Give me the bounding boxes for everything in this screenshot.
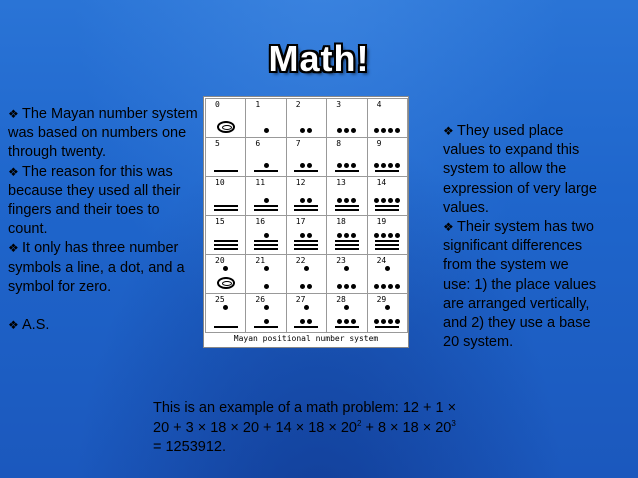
dot-symbol (300, 163, 305, 168)
dot-row (374, 284, 400, 289)
units-place (327, 198, 366, 211)
shell-zero-icon (217, 277, 235, 289)
bar-symbol (254, 248, 278, 250)
dot-symbol (351, 163, 356, 168)
dot-symbol (388, 198, 393, 203)
numeral-value: 9 (376, 139, 382, 148)
twenties-place (287, 266, 326, 271)
dot-symbol (381, 233, 386, 238)
units-place (287, 163, 326, 172)
mayan-numeral-cell (206, 177, 246, 216)
dot-symbol (388, 128, 393, 133)
dot-symbol (307, 284, 312, 289)
right-bullet: ❖ Their system has two significant differences from the system we use: 1) the place values are arranged vertically, and 2) they use a base 20 system. (443, 219, 597, 351)
dot-symbol (374, 284, 379, 289)
mayan-numeral-cell (327, 216, 367, 255)
numeral-value: 22 (295, 256, 306, 265)
mayan-numeral-cell (327, 255, 367, 294)
dot-symbol (264, 305, 269, 310)
dot-row (300, 128, 312, 133)
dot-symbol (337, 198, 342, 203)
numeral-value: 7 (295, 139, 301, 148)
dot-symbol (337, 319, 342, 324)
dot-symbol (351, 128, 356, 133)
dot-symbol (344, 163, 349, 168)
dot-symbol (385, 266, 390, 271)
dot-symbol (344, 266, 349, 271)
left-text-column (8, 105, 198, 335)
dot-row (337, 128, 356, 133)
dot-symbol (300, 128, 305, 133)
dot-symbol (304, 266, 309, 271)
dot-symbol (381, 163, 386, 168)
twenties-place (206, 266, 245, 271)
dot-symbol (388, 163, 393, 168)
dot-symbol (395, 128, 400, 133)
dot-symbol (351, 319, 356, 324)
dot-symbol (300, 319, 305, 324)
bar-symbol (375, 244, 399, 246)
bar-symbol (335, 248, 359, 250)
twenties-place (368, 266, 407, 271)
dot-row (374, 128, 400, 133)
units-place (246, 284, 285, 289)
numeral-value: 1 (255, 100, 261, 109)
dot-symbol (344, 128, 349, 133)
table-caption: Mayan positional number system (233, 334, 379, 343)
dot-symbol (388, 284, 393, 289)
dot-symbol (351, 233, 356, 238)
dot-symbol (300, 284, 305, 289)
dot-symbol (264, 128, 269, 133)
dot-row (264, 284, 269, 289)
right-bullet: ❖ They used place values to expand this system to allow the expression of very large values. (443, 123, 597, 216)
dot-symbol (351, 198, 356, 203)
dot-symbol (223, 305, 228, 310)
dot-symbol (300, 233, 305, 238)
dot-symbol (264, 266, 269, 271)
dot-symbol (395, 198, 400, 203)
numeral-value: 26 (255, 295, 266, 304)
units-place (368, 163, 407, 172)
numeral-value: 10 (215, 178, 225, 187)
mayan-numeral-cell (327, 138, 367, 177)
bar-symbol (214, 205, 238, 207)
dot-symbol (337, 284, 342, 289)
dot-symbol (388, 319, 393, 324)
dot-symbol (264, 198, 269, 203)
dot-symbol (374, 128, 379, 133)
units-place (246, 198, 285, 211)
bar-symbol (254, 170, 278, 172)
bar-symbol (294, 170, 318, 172)
twenties-place (287, 305, 326, 310)
bar-symbol (375, 248, 399, 250)
mayan-numeral-cell (368, 294, 408, 333)
bar-symbol (254, 205, 278, 207)
mayan-numeral-cell (327, 294, 367, 333)
bar-symbol (335, 209, 359, 211)
dot-symbol (264, 233, 269, 238)
left-bullet: ❖ The Mayan number system was based on numbers one through twenty. (8, 106, 198, 161)
dot-row (337, 233, 356, 238)
mayan-numeral-cell (327, 177, 367, 216)
dot-symbol (344, 198, 349, 203)
bar-symbol (214, 248, 238, 250)
bar-symbol (294, 205, 318, 207)
mayan-numeral-cell (206, 294, 246, 333)
numeral-value: 13 (336, 178, 346, 187)
bar-symbol (335, 240, 359, 242)
dot-symbol (344, 319, 349, 324)
dot-symbol (374, 198, 379, 203)
bar-symbol (294, 209, 318, 211)
bar-symbol (375, 326, 399, 328)
mayan-numeral-cell (327, 99, 367, 138)
units-place (206, 170, 245, 172)
dot-symbol (307, 163, 312, 168)
mayan-numeral-cell (246, 177, 286, 216)
slide-title: Math! (268, 38, 370, 79)
dot-symbol (381, 198, 386, 203)
bar-symbol (294, 248, 318, 250)
units-place (246, 163, 285, 172)
mayan-numeral-cell (368, 138, 408, 177)
mayan-numeral-cell (368, 255, 408, 294)
units-place (327, 319, 366, 328)
dot-symbol (395, 233, 400, 238)
bar-symbol (335, 170, 359, 172)
dot-symbol (300, 198, 305, 203)
numeral-value: 19 (376, 217, 387, 226)
dot-row (374, 319, 400, 324)
bar-symbol (214, 240, 238, 242)
numeral-value: 3 (336, 100, 342, 109)
units-place (287, 233, 326, 250)
dot-symbol (337, 163, 342, 168)
bar-symbol (335, 205, 359, 207)
units-place (287, 198, 326, 211)
units-place (206, 205, 245, 211)
bar-symbol (375, 240, 399, 242)
bar-symbol (294, 326, 318, 328)
dot-row (337, 284, 356, 289)
units-place (327, 284, 366, 289)
dot-symbol (374, 233, 379, 238)
dot-row (264, 128, 269, 133)
numeral-value: 17 (295, 217, 306, 226)
dot-symbol (307, 198, 312, 203)
dot-symbol (264, 319, 269, 324)
dot-row (374, 163, 400, 168)
diamond-bullet-icon: ❖ (8, 164, 19, 179)
units-place (246, 319, 285, 328)
numeral-value: 2 (295, 100, 301, 109)
mayan-numeral-cell (206, 99, 246, 138)
dot-symbol (381, 284, 386, 289)
numeral-value: 27 (295, 295, 306, 304)
dot-symbol (344, 284, 349, 289)
mayan-number-grid (205, 98, 408, 333)
bar-symbol (335, 326, 359, 328)
numeral-value: 18 (336, 217, 346, 226)
numeral-value: 5 (215, 139, 220, 148)
dot-symbol (337, 233, 342, 238)
dot-row (300, 163, 312, 168)
bar-symbol (254, 240, 278, 242)
dot-symbol (374, 319, 379, 324)
units-place (327, 233, 366, 250)
dot-symbol (381, 319, 386, 324)
numeral-value: 11 (255, 178, 266, 187)
dot-symbol (264, 163, 269, 168)
dot-row (374, 233, 400, 238)
mayan-numeral-cell (246, 99, 286, 138)
diamond-bullet-icon: ❖ (8, 318, 19, 333)
numeral-value: 4 (376, 100, 382, 109)
example-math-problem: This is an example of a math problem: $12 + 1 \times 20 + 3 \times 18 \times 20 + 14 \times 18 \times 20^2 + 8 \times 18 \times 20^3 = 1253912$. (153, 400, 457, 455)
dot-symbol (344, 305, 349, 310)
dot-symbol (351, 284, 356, 289)
dot-symbol (344, 233, 349, 238)
numeral-value: 25 (215, 295, 225, 304)
diamond-bullet-icon: ❖ (443, 124, 454, 138)
dot-row (300, 233, 312, 238)
bar-symbol (375, 170, 399, 172)
mayan-numeral-cell (206, 216, 246, 255)
mayan-numeral-cell (287, 255, 327, 294)
units-place (368, 198, 407, 211)
numeral-value: 12 (295, 178, 306, 187)
twenties-place (327, 305, 366, 310)
dot-symbol (395, 319, 400, 324)
dot-symbol (374, 163, 379, 168)
dot-row (337, 319, 356, 324)
dot-symbol (388, 233, 393, 238)
dot-row (300, 319, 312, 324)
dot-row (264, 233, 269, 238)
numeral-value: 20 (215, 256, 225, 265)
dot-symbol (223, 266, 228, 271)
dot-row (300, 284, 312, 289)
left-bullet-author: ❖ A.S. (8, 316, 198, 335)
numeral-value: 15 (215, 217, 225, 226)
mayan-numeral-cell (246, 216, 286, 255)
units-place (368, 128, 407, 133)
mayan-numeral-cell (206, 138, 246, 177)
twenties-place (327, 266, 366, 271)
mayan-numeral-cell (368, 99, 408, 138)
units-place (206, 240, 245, 250)
mayan-numeral-cell (368, 177, 408, 216)
numeral-value: 8 (336, 139, 342, 148)
numeral-value: 0 (215, 100, 220, 109)
numeral-value: 29 (376, 295, 387, 304)
numeral-value: 6 (255, 139, 261, 148)
units-place (368, 233, 407, 250)
units-place (287, 128, 326, 133)
dot-symbol (304, 305, 309, 310)
bar-symbol (375, 209, 399, 211)
bar-symbol (214, 170, 238, 172)
dot-symbol (395, 163, 400, 168)
mayan-number-table (203, 96, 409, 348)
twenties-place (246, 305, 285, 310)
dot-symbol (337, 128, 342, 133)
dot-row (264, 319, 269, 324)
bar-symbol (254, 209, 278, 211)
mayan-numeral-cell (287, 138, 327, 177)
bar-symbol (214, 326, 238, 328)
numeral-value: 23 (336, 256, 346, 265)
numeral-value: 14 (376, 178, 387, 187)
right-text-column (443, 122, 598, 352)
units-place (327, 128, 366, 133)
mayan-numeral-cell (368, 216, 408, 255)
mayan-numeral-cell (206, 255, 246, 294)
units-place (246, 128, 285, 133)
units-place (368, 319, 407, 328)
mayan-numeral-cell (287, 216, 327, 255)
dot-symbol (381, 128, 386, 133)
bar-symbol (294, 240, 318, 242)
numeral-value: 21 (255, 256, 266, 265)
dot-row (300, 198, 312, 203)
units-place (287, 284, 326, 289)
twenties-place (246, 266, 285, 271)
mayan-numeral-cell (287, 294, 327, 333)
bar-symbol (375, 205, 399, 207)
twenties-place (206, 305, 245, 310)
dot-row (337, 198, 356, 203)
dot-symbol (385, 305, 390, 310)
dot-symbol (307, 233, 312, 238)
bar-symbol (254, 326, 278, 328)
mayan-numeral-cell (246, 138, 286, 177)
bar-symbol (335, 244, 359, 246)
units-place (368, 284, 407, 289)
bar-symbol (214, 244, 238, 246)
mayan-numeral-cell (287, 99, 327, 138)
shell-zero-icon (217, 121, 235, 133)
diamond-bullet-icon: ❖ (8, 241, 19, 256)
twenties-place (368, 305, 407, 310)
units-place (287, 319, 326, 328)
diamond-bullet-icon: ❖ (8, 107, 19, 121)
diamond-bullet-icon: ❖ (443, 220, 454, 235)
dot-symbol (307, 128, 312, 133)
dot-row (264, 163, 269, 168)
dot-symbol (307, 319, 312, 324)
mayan-numeral-cell (246, 255, 286, 294)
numeral-value: 24 (376, 256, 387, 265)
bar-symbol (214, 209, 238, 211)
dot-row (264, 198, 269, 203)
mayan-numeral-cell (246, 294, 286, 333)
bar-symbol (254, 244, 278, 246)
numeral-value: 28 (336, 295, 346, 304)
left-bullet: ❖ The reason for this was because they used all their fingers and their toes to count. (8, 163, 181, 238)
units-place (246, 233, 285, 250)
mayan-numeral-cell (287, 177, 327, 216)
bar-symbol (294, 244, 318, 246)
numeral-value: 16 (255, 217, 266, 226)
units-place (206, 277, 245, 289)
dot-row (337, 163, 356, 168)
dot-symbol (264, 284, 269, 289)
dot-symbol (395, 284, 400, 289)
left-bullet: ❖ It only has three number symbols a line, a dot, and a symbol for zero. (8, 240, 185, 295)
dot-row (374, 198, 400, 203)
units-place (327, 163, 366, 172)
units-place (206, 326, 245, 328)
units-place (206, 121, 245, 133)
